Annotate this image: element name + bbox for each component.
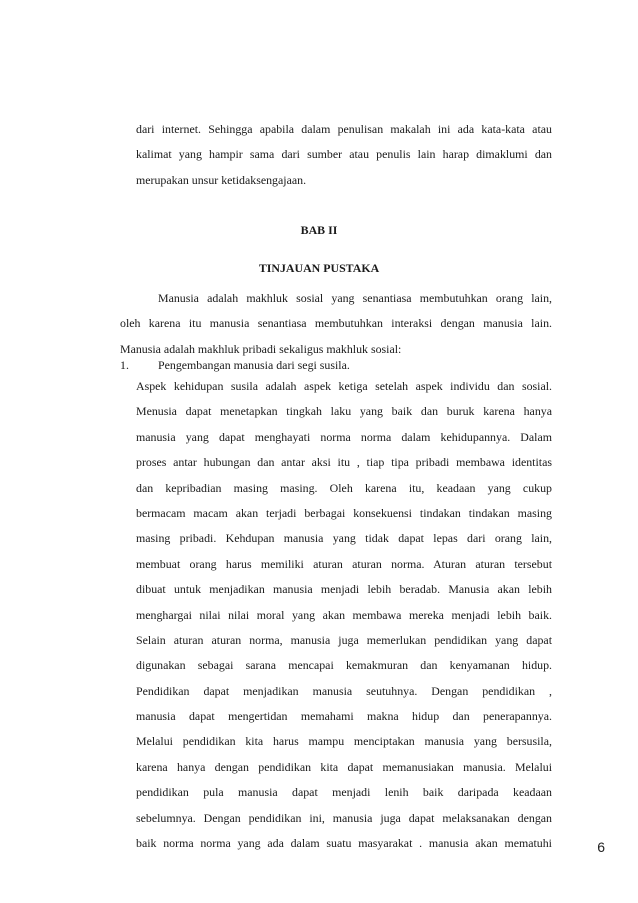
body-line: manusia yang dapat menghayati norma norma dalam kehidupannya. Dalam xyxy=(136,429,552,444)
intro-line: merupakan unsur ketidaksengajaan. xyxy=(136,172,307,187)
page-number: 6 xyxy=(597,839,605,855)
body-line: Menusia dapat menetapkan tingkah laku yang baik dan buruk karena hanya xyxy=(136,404,552,419)
chapter-title: TINJAUAN PUSTAKA xyxy=(258,261,380,275)
body-line: proses antar hubungan dan antar aksi itu , tiap tipa pribadi membawa identitas xyxy=(136,455,552,470)
body-line: masing pribadi. Kehdupan manusia yang tidak dapat lepas dari orang lain, xyxy=(136,531,552,546)
body-line: karena hanya dengan pendidikan kita dapat memanusiakan manusia. Melalui xyxy=(136,759,552,774)
paragraph-line: oleh karena itu manusia senantiasa membutuhkan interaksi dengan manusia lain. xyxy=(120,316,552,331)
intro-line: dari internet. Sehingga apabila dalam penulisan makalah ini ada kata-kata atau xyxy=(136,122,552,136)
body-line: baik norma norma yang ada dalam suatu masyarakat . manusia akan mematuhi xyxy=(136,836,552,851)
body-line: Aspek kehidupan susila adalah aspek ketiga setelah aspek individu dan sosial. xyxy=(136,379,552,393)
body-line: Melalui pendidikan kita harus mampu menciptakan manusia yang bersusila, xyxy=(136,734,552,749)
intro-line: kalimat yang hampir sama dari sumber atau penulis lain harap dimaklumi dan xyxy=(136,147,552,162)
body-line: dan kepribadian masing masing. Oleh karena itu, keadaan yang cukup xyxy=(136,480,552,495)
body-line: Selain aturan aturan norma, manusia juga memerlukan pendidikan yang dapat xyxy=(136,632,552,647)
body-line: Pendidikan dapat menjadikan manusia seutuhnya. Dengan pendidikan , xyxy=(136,683,552,698)
body-line: dibuat untuk menjadikan manusia menjadi lebih beradab. Manusia akan lebih xyxy=(136,582,552,597)
body-line: sebelumnya. Dengan pendidikan ini, manusia juga dapat melaksanakan dengan xyxy=(136,810,552,825)
body-paragraph xyxy=(136,374,552,856)
paragraph-line: Manusia adalah makhluk pribadi sekaligus makhluk sosial: xyxy=(120,341,402,356)
list-item-number: 1. xyxy=(120,358,129,372)
paragraph-line: Manusia adalah makhluk sosial yang senantiasa membutuhkan orang lain, xyxy=(158,291,552,305)
body-line: menghargai nilai nilai moral yang akan membawa mereka menjadi lebih baik. xyxy=(136,607,552,622)
body-line: membuat orang harus memiliki aturan aturan norma. Aturan aturan tersebut xyxy=(136,556,552,571)
body-line: manusia dapat mengertidan memahami makna hidup dan penerapannya. xyxy=(136,709,552,724)
body-line: digunakan sebagai sarana mencapai kemakmuran dan kenyamanan hidup. xyxy=(136,658,552,673)
intro-paragraph xyxy=(136,117,552,193)
opening-paragraph xyxy=(120,286,552,362)
body-line: bermacam macam akan terjadi berbagai konsekuensi tindakan tindakan masing xyxy=(136,505,552,520)
body-line: pendidikan pula manusia dapat menjadi lenih baik daripada keadaan xyxy=(136,785,552,800)
chapter-heading: BAB II xyxy=(300,223,338,237)
list-item-text: Pengembangan manusia dari segi susila. xyxy=(158,358,350,372)
